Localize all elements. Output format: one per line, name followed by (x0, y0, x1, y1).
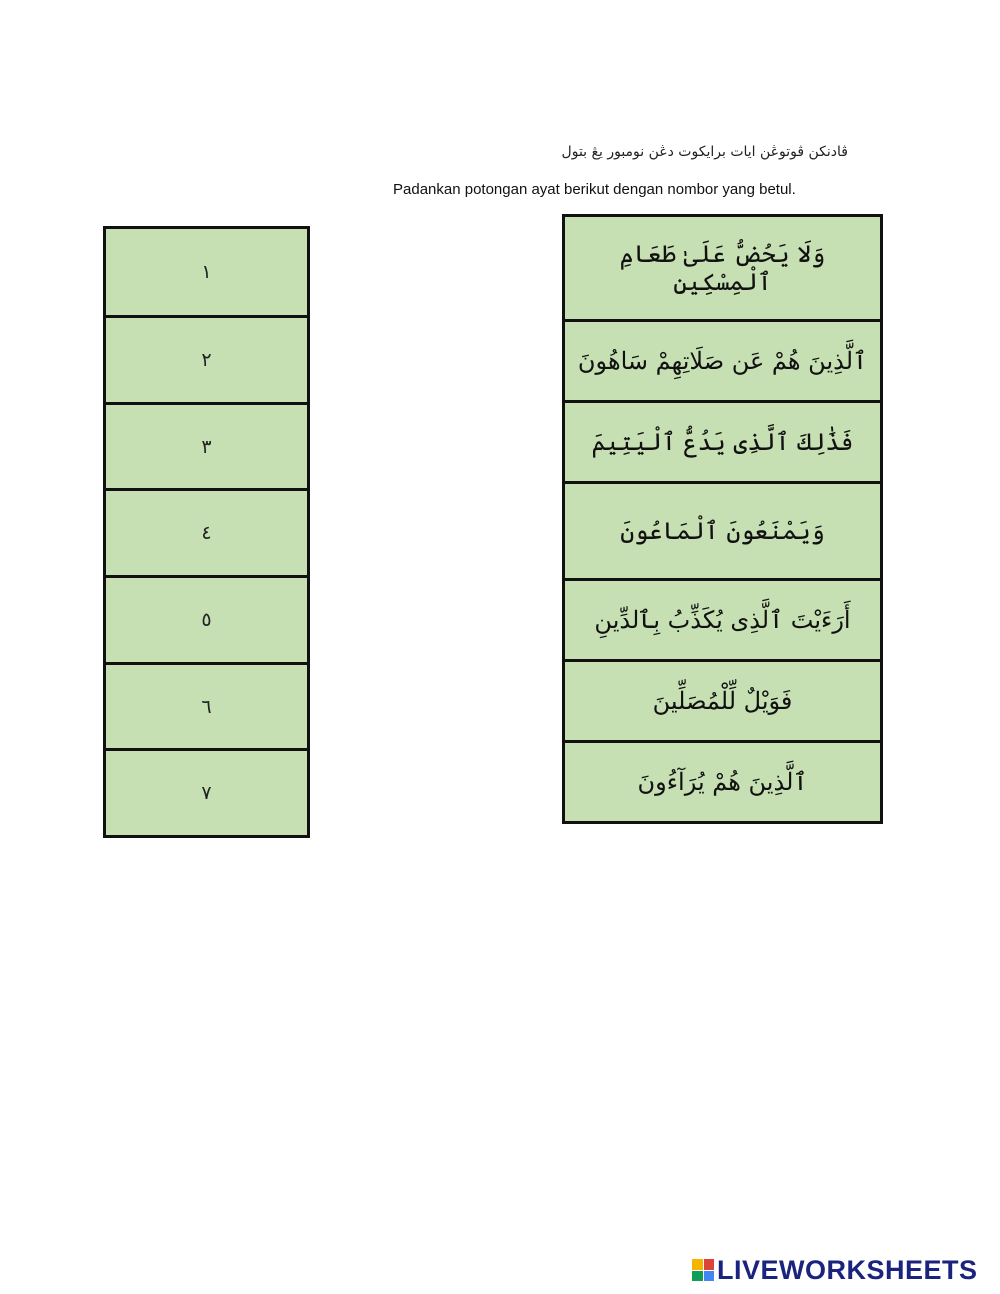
number-box-2[interactable]: ٢ (103, 315, 310, 405)
verse-box-5[interactable]: أَرَءَيْتَ ٱلَّذِى يُكَذِّبُ بِٱلدِّينِ (562, 578, 883, 662)
verse-box-3[interactable]: فَذَٰلِكَ ٱلَّذِى يَدُعُّ ٱلْيَتِيمَ (562, 400, 883, 484)
verse-box-7[interactable]: ٱلَّذِينَ هُمْ يُرَآءُونَ (562, 740, 883, 824)
verse-column (562, 214, 883, 824)
logo-square-green (692, 1271, 703, 1282)
verse-box-4[interactable]: وَيَمْنَعُونَ ٱلْمَاعُونَ (562, 481, 883, 581)
verse-box-2[interactable]: ٱلَّذِينَ هُمْ عَن صَلَاتِهِمْ سَاهُونَ (562, 319, 883, 403)
logo-square-red (704, 1259, 715, 1270)
number-box-6[interactable]: ٦ (103, 662, 310, 752)
logo-square-blue (704, 1271, 715, 1282)
verse-box-6[interactable]: فَوَيْلٌ لِّلْمُصَلِّينَ (562, 659, 883, 743)
number-box-5[interactable]: ٥ (103, 575, 310, 665)
logo-square-yellow (692, 1259, 703, 1270)
number-box-1[interactable]: ١ (103, 226, 310, 318)
verse-box-1[interactable]: وَلَا يَحُضُّ عَلَىٰ طَعَامِ ٱلْمِسْكِينِ (562, 214, 883, 322)
liveworksheets-brand: LIVEWORKSHEETS (717, 1254, 978, 1285)
liveworksheets-logo (692, 1253, 978, 1287)
instruction-jawi: ڤادنكن ڤوتوڠن ايات برايكوت دڠن نومبور يڠ بتول (561, 144, 848, 160)
instruction-rumi: Padankan potongan ayat berikut dengan nombor yang betul. (393, 181, 796, 198)
liveworksheets-logo-icon (692, 1259, 714, 1281)
number-box-4[interactable]: ٤ (103, 488, 310, 578)
number-box-7[interactable]: ٧ (103, 748, 310, 838)
number-box-3[interactable]: ٣ (103, 402, 310, 492)
number-column (103, 226, 310, 838)
